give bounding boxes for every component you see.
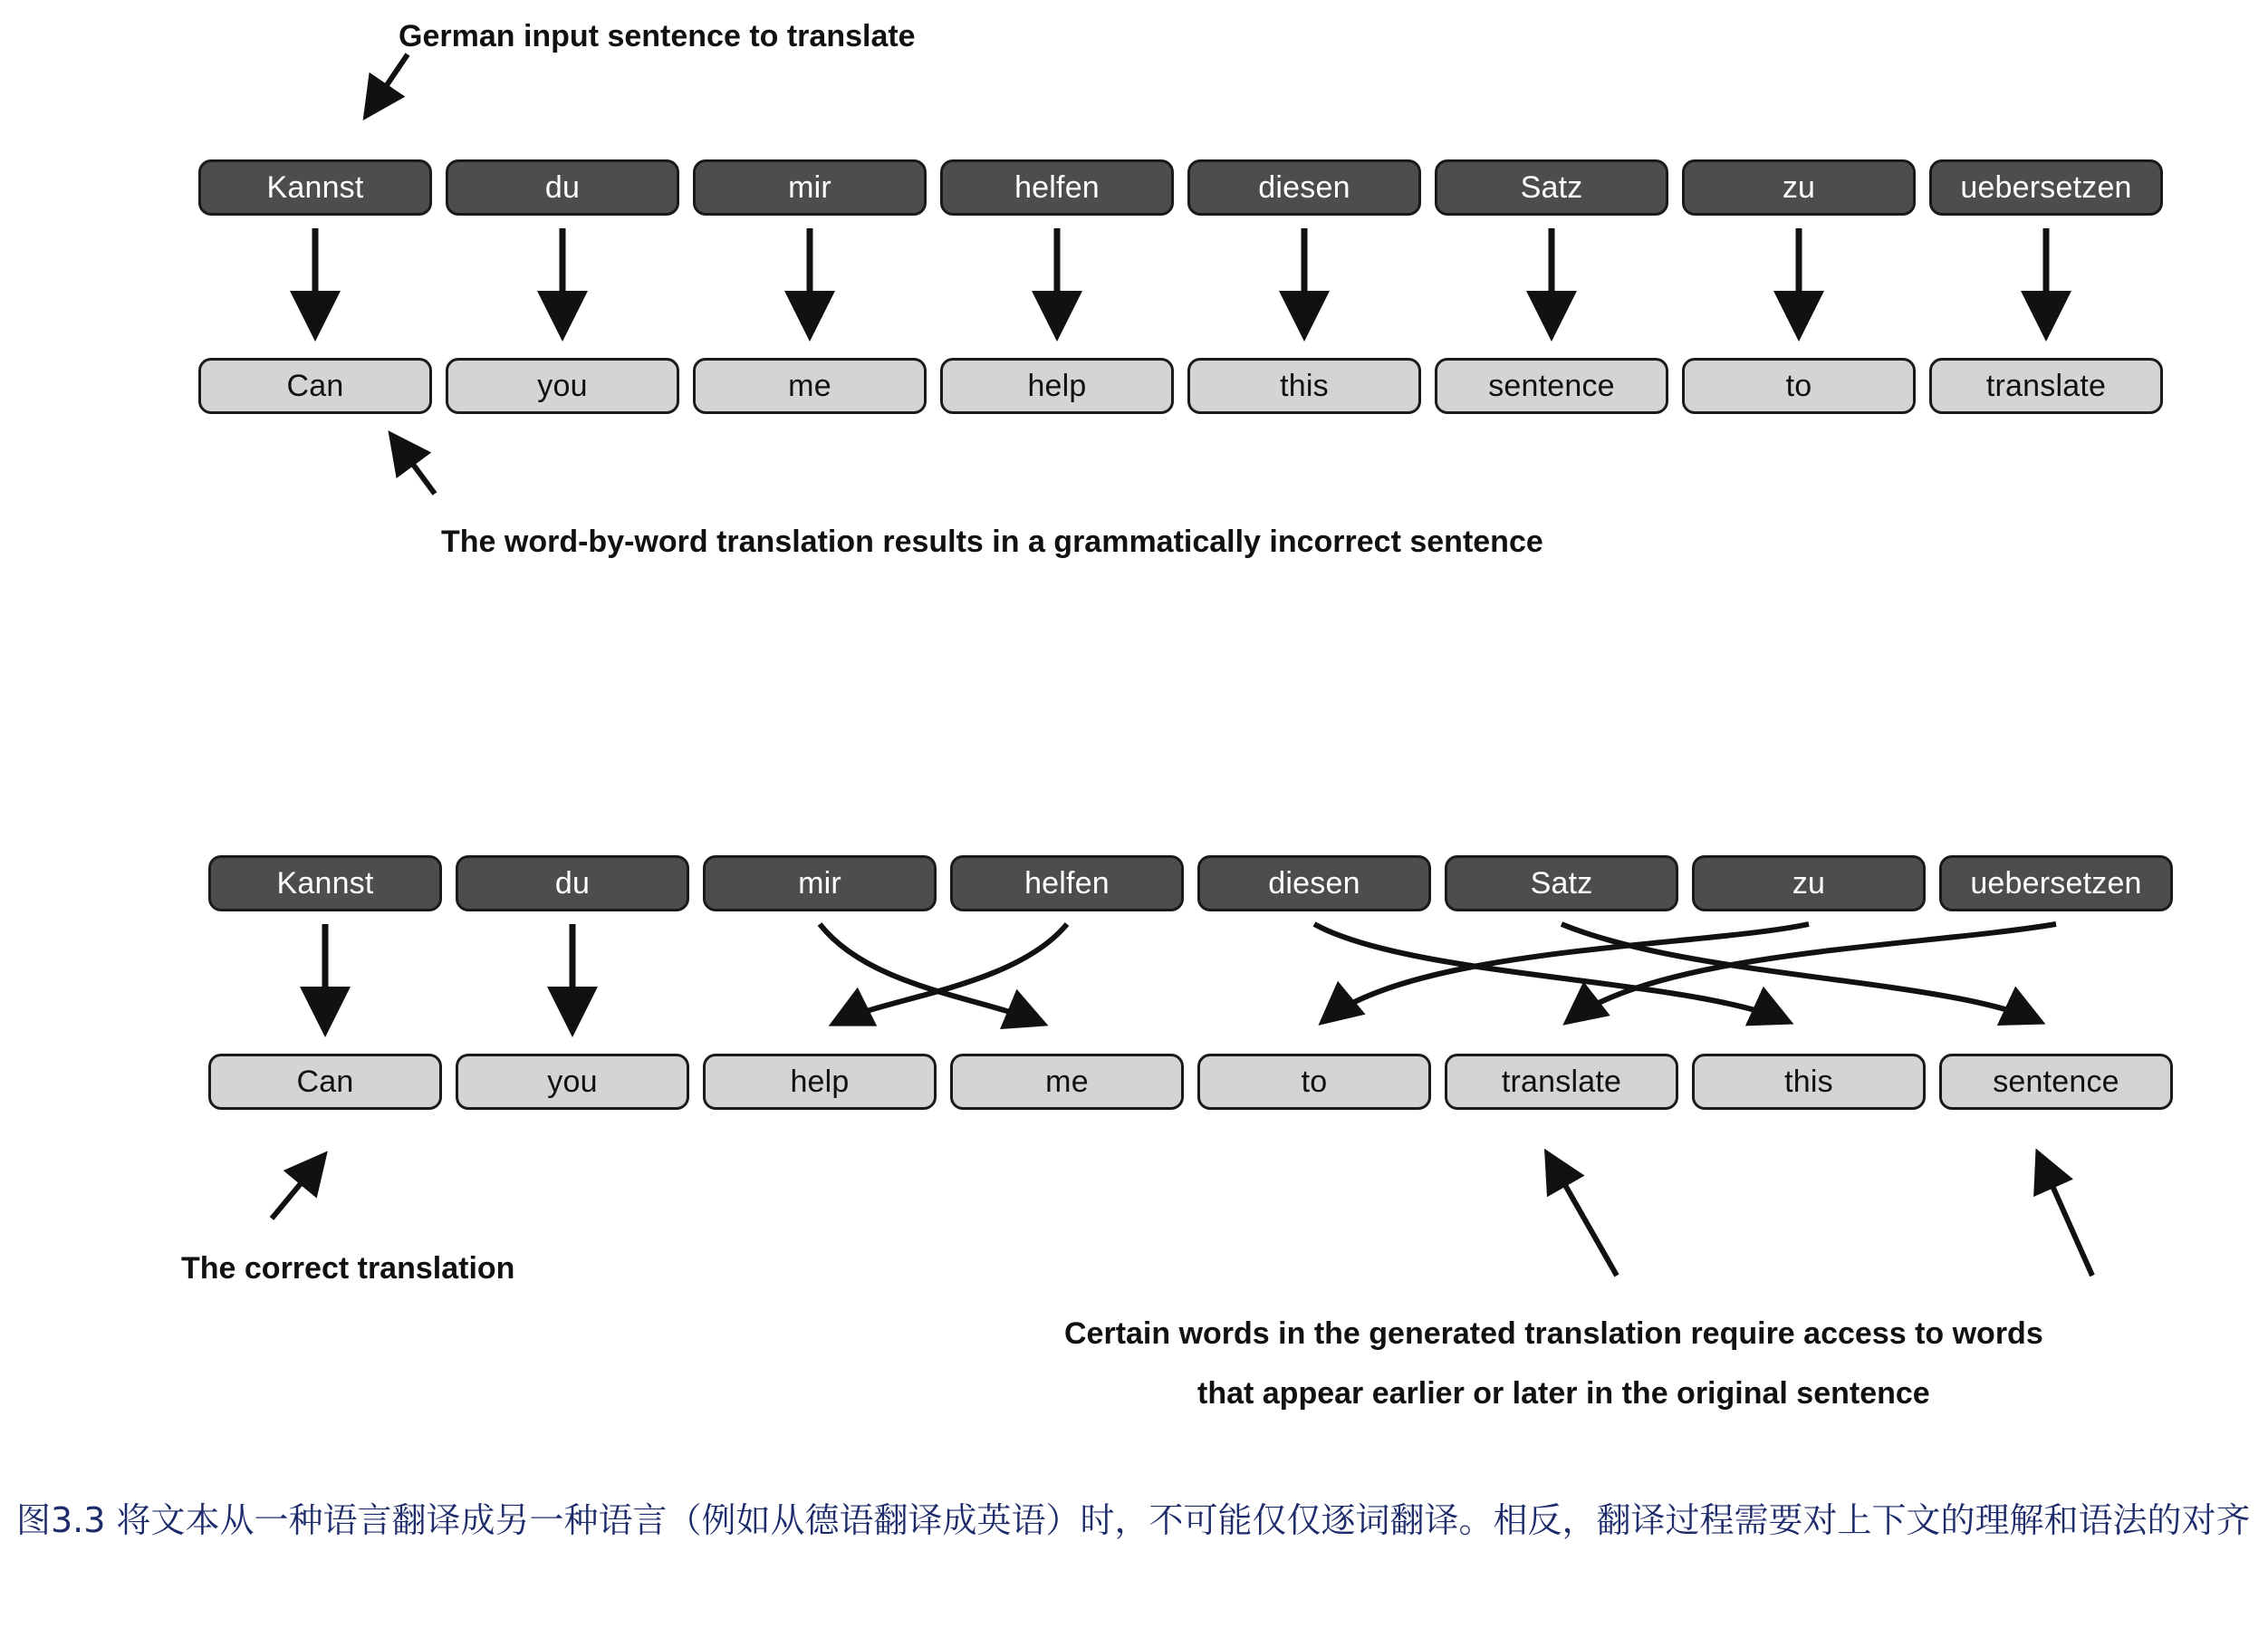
target-token-bottom-1: you bbox=[456, 1054, 689, 1110]
source-token-bottom-5: Satz bbox=[1445, 855, 1678, 911]
target-token-bottom-3: me bbox=[950, 1054, 1184, 1110]
source-token-bottom-0: Kannst bbox=[208, 855, 442, 911]
source-token-top-1: du bbox=[446, 159, 679, 216]
arrow-bottom-uebersetzen-to-translate bbox=[1567, 924, 2056, 1022]
figure-caption: 图3.3 将文本从一种语言翻译成另一种语言（例如从德语翻译成英语）时，不可能仅仅逐词翻译。相反，翻译过程需要对上下文的理解和语法的对齐 bbox=[16, 1500, 2251, 1540]
annotation-top-note: German input sentence to translate bbox=[399, 19, 916, 53]
target-token-bottom-0: Can bbox=[208, 1054, 442, 1110]
source-token-top-6: zu bbox=[1682, 159, 1916, 216]
source-token-top-0: Kannst bbox=[198, 159, 432, 216]
source-token-top-5: Satz bbox=[1435, 159, 1668, 216]
arrow-bottom-diesen-to-this bbox=[1314, 924, 1789, 1022]
arrow-bottom-mir-to-me bbox=[820, 924, 1043, 1024]
source-token-bottom-4: diesen bbox=[1197, 855, 1431, 911]
target-token-top-3: help bbox=[940, 358, 1174, 414]
arrow-bottom-satz-to-sentence bbox=[1562, 924, 2041, 1022]
source-token-top-7: uebersetzen bbox=[1929, 159, 2163, 216]
target-token-top-6: to bbox=[1682, 358, 1916, 414]
target-token-bottom-6: this bbox=[1692, 1054, 1926, 1110]
annotation-correct-translation: The correct translation bbox=[181, 1251, 515, 1286]
source-token-top-3: helfen bbox=[940, 159, 1174, 216]
target-token-bottom-5: translate bbox=[1445, 1054, 1678, 1110]
pointer-middle-note bbox=[391, 435, 435, 494]
source-token-bottom-6: zu bbox=[1692, 855, 1926, 911]
pointer-correct-translation bbox=[272, 1155, 324, 1219]
arrow-bottom-helfen-to-help bbox=[833, 924, 1067, 1024]
target-token-bottom-7: sentence bbox=[1939, 1054, 2173, 1110]
annotation-bottom-note-line2: that appear earlier or later in the original sentence bbox=[1197, 1376, 1930, 1411]
source-token-bottom-3: helfen bbox=[950, 855, 1184, 911]
source-token-bottom-2: mir bbox=[703, 855, 937, 911]
pointer-bottom-note-sentence bbox=[2038, 1153, 2092, 1276]
arrow-bottom-zu-to-to bbox=[1322, 924, 1809, 1022]
pointer-bottom-note-translate bbox=[1547, 1153, 1617, 1276]
source-token-bottom-7: uebersetzen bbox=[1939, 855, 2173, 911]
target-token-bottom-4: to bbox=[1197, 1054, 1431, 1110]
target-token-top-0: Can bbox=[198, 358, 432, 414]
target-token-bottom-2: help bbox=[703, 1054, 937, 1110]
target-token-top-5: sentence bbox=[1435, 358, 1668, 414]
annotation-bottom-note-line1: Certain words in the generated translation require access to words bbox=[1064, 1316, 2043, 1351]
target-token-top-4: this bbox=[1187, 358, 1421, 414]
source-token-bottom-1: du bbox=[456, 855, 689, 911]
source-token-top-2: mir bbox=[693, 159, 927, 216]
target-token-top-7: translate bbox=[1929, 358, 2163, 414]
annotation-middle-note: The word-by-word translation results in a grammatically incorrect sentence bbox=[441, 525, 1543, 559]
source-token-top-4: diesen bbox=[1187, 159, 1421, 216]
target-token-top-2: me bbox=[693, 358, 927, 414]
pointer-top-note bbox=[366, 54, 408, 116]
target-token-top-1: you bbox=[446, 358, 679, 414]
